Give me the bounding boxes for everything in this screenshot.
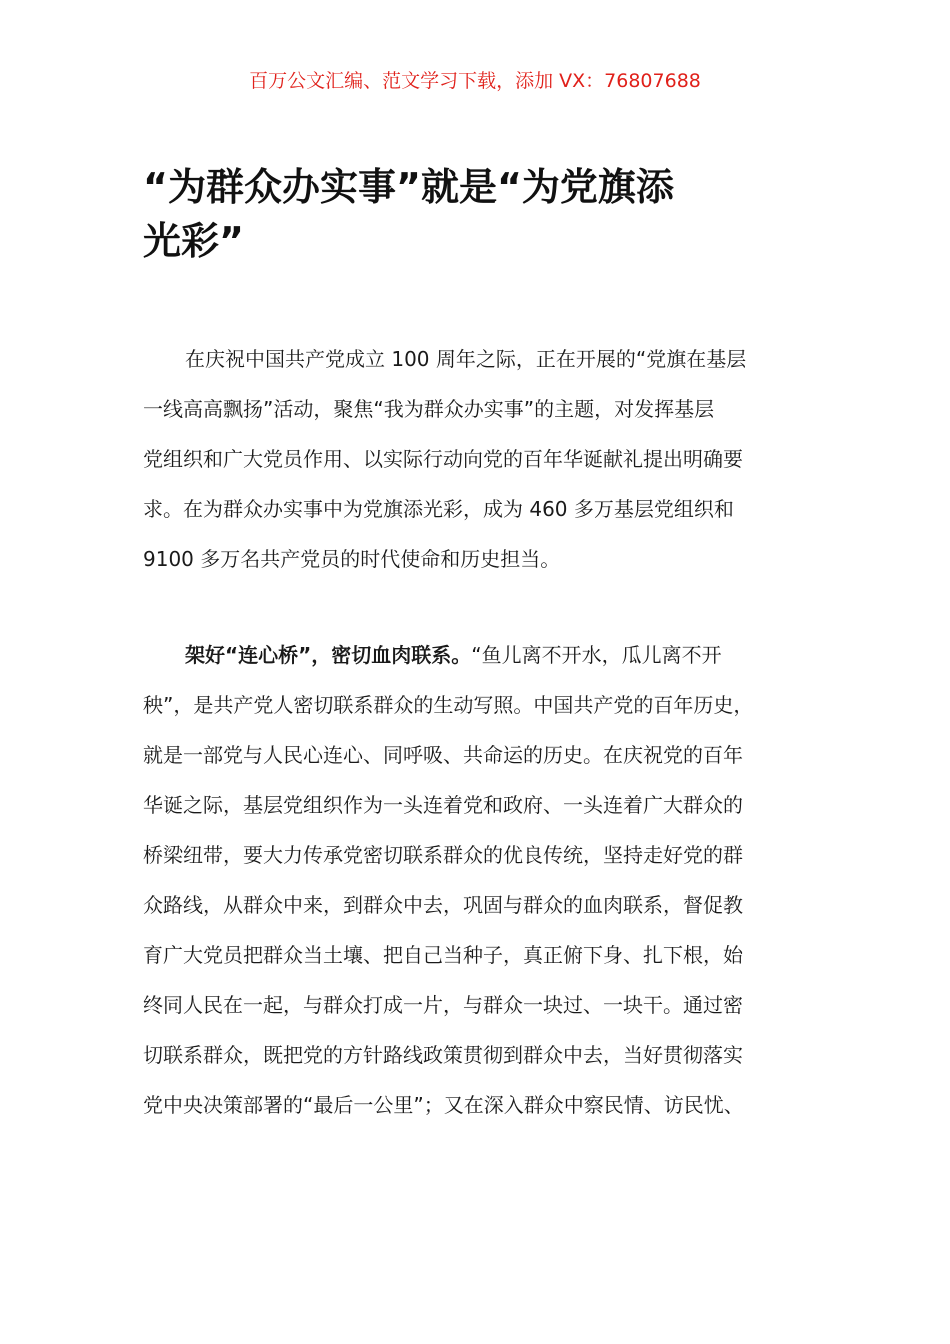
paragraph-line: 切联系群众，既把党的方针路线政策贯彻到群众中去，当好贯彻落实	[143, 1043, 743, 1067]
paragraph-line: 秧”，是共产党人密切联系群众的生动写照。中国共产党的百年历史，	[143, 693, 754, 717]
paragraph-line: 终同人民在一起，与群众打成一片，与群众一块过、一块干。通过密	[143, 993, 743, 1017]
paragraph-first-line	[143, 630, 815, 680]
paragraph-line: 在庆祝中国共产党成立 100 周年之际，正在开展的“党旗在基层	[185, 347, 747, 371]
document-title	[143, 160, 808, 268]
watermark-banner: 百万公文汇编、范文学习下载，添加 VX：76807688	[249, 70, 701, 92]
paragraph-line: 党组织和广大党员作用、以实际行动向党的百年华诞献礼提出明确要	[143, 447, 743, 471]
paragraph-line: 党中央决策部署的“最后一公里”；又在深入群众中察民情、访民忧、	[143, 1093, 744, 1117]
paragraph-line: 育广大党员把群众当土壤、把自己当种子，真正俯下身、扎下根，始	[143, 943, 743, 967]
paragraph-line: 就是一部党与人民心连心、同呼吸、共命运的历史。在庆祝党的百年	[143, 743, 743, 767]
paragraph-line: 华诞之际，基层党组织作为一头连着党和政府、一头连着广大群众的	[143, 793, 743, 817]
title-line: “为群众办实事”就是“为党旗添	[143, 165, 674, 209]
paragraph-line: 众路线，从群众中来，到群众中去，巩固与群众的血肉联系，督促教	[143, 893, 743, 917]
paragraph-line: 9100 多万名共产党员的时代使命和历史担当。	[143, 547, 561, 571]
paragraph-lead-rest: “鱼儿离不开水，瓜儿离不开	[471, 643, 722, 667]
paragraph-line: 一线高高飘扬”活动，聚焦“我为群众办实事”的主题，对发挥基层	[143, 397, 715, 421]
paragraph-intro	[143, 334, 815, 584]
paragraph-bridge	[143, 630, 815, 1130]
paragraph-line: 求。在为群众办实事中为党旗添光彩，成为 460 多万基层党组织和	[143, 497, 734, 521]
paragraph-line: 桥梁纽带，要大力传承党密切联系群众的优良传统，坚持走好党的群	[143, 843, 743, 867]
title-line: 光彩”	[143, 219, 244, 263]
paragraph-lead: 架好“连心桥”，密切血肉联系。	[185, 643, 472, 667]
